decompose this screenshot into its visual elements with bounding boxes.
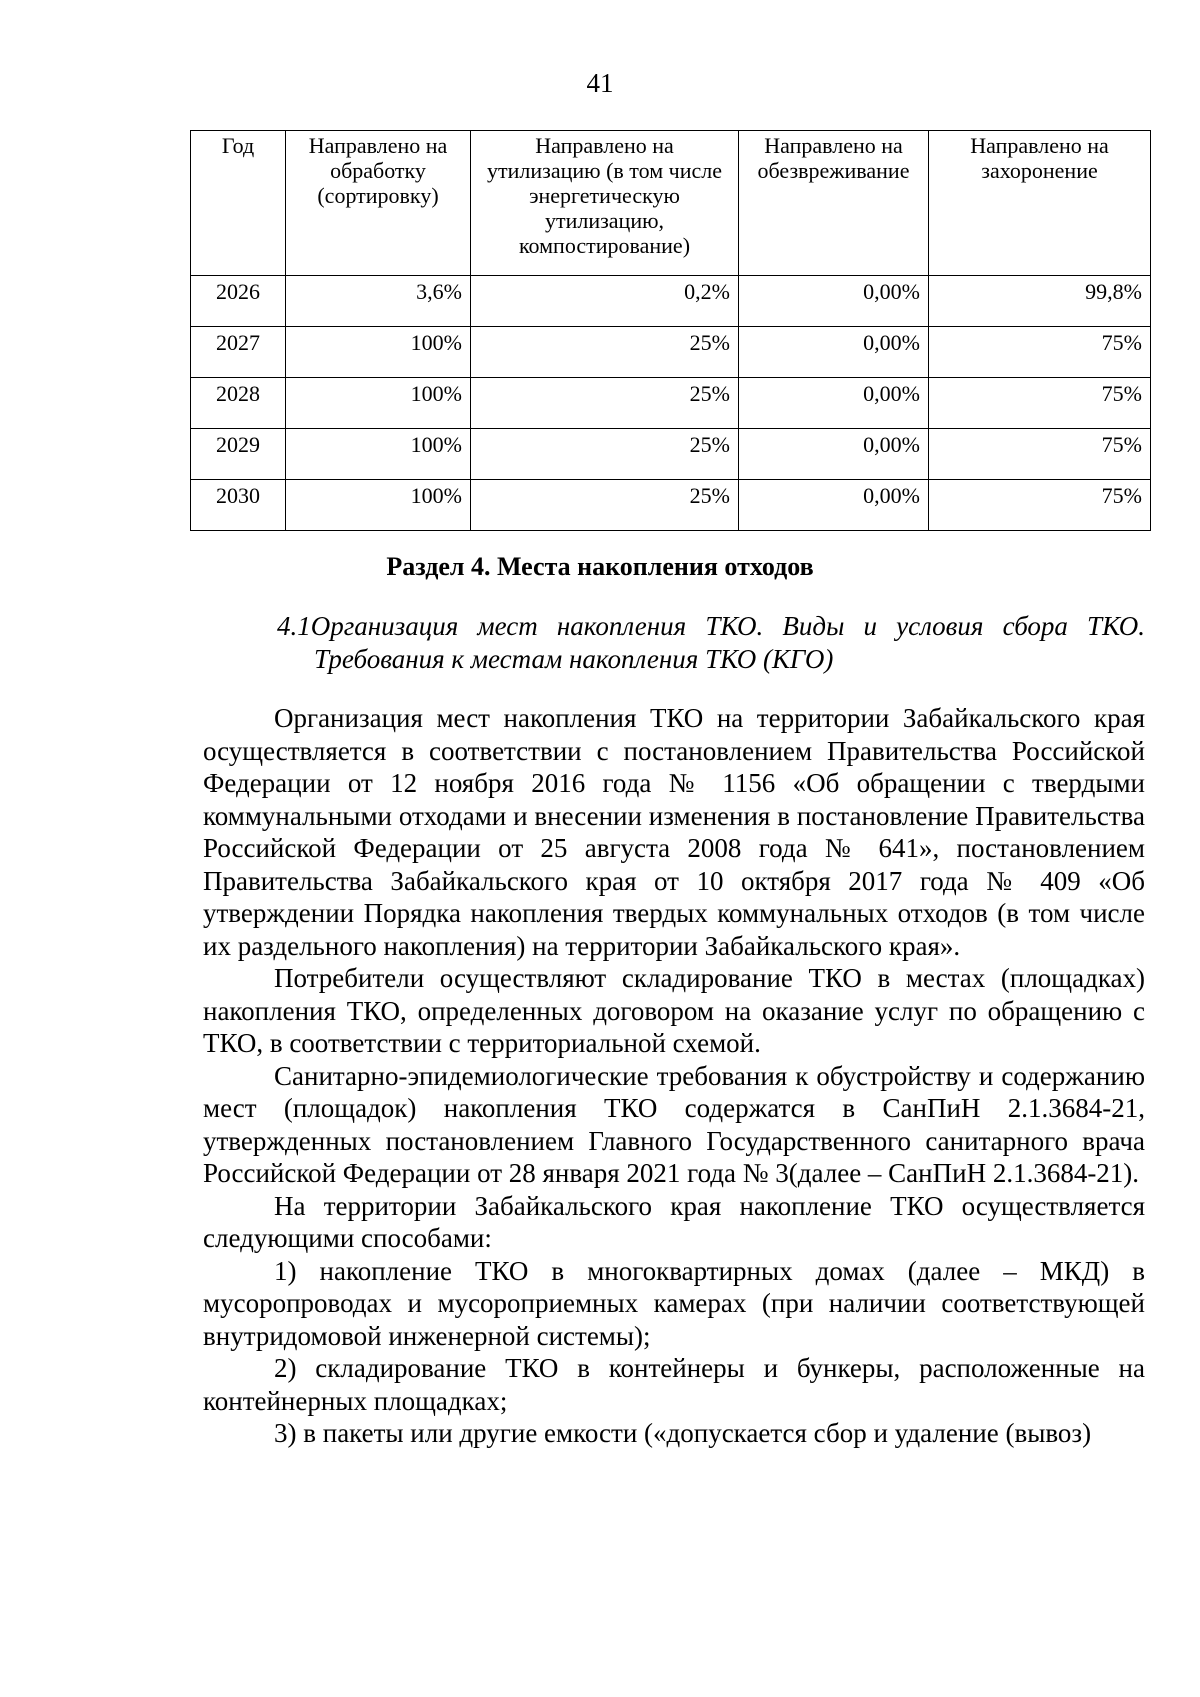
paragraph: Организация мест накопления ТКО на территории Забайкальского края осуществляется в соответствии с постановлением Правительства Российской Федерации от 12 ноября 2016 года № 1156 «Об обращении с твердыми коммунальными отходами и внесении изменения в постановление Правительства Российской Федерации от 25 августа 2008 года № 641», постановлением Правительства Забайкальского края от 10 октября 2017 года № 409 «Об утверждении Порядка накопления твердых коммунальных отходов (в том числе их раздельного накопления) на территории Забайкальского края». <box>203 703 1145 961</box>
cell-utilization: 25% <box>471 327 739 378</box>
cell-processing: 3,6% <box>286 276 471 327</box>
list-item: 1) накопление ТКО в многоквартирных домах (далее – МКД) в мусоропроводах и мусороприемных камерах (при наличии соответствующей внутридомовой инженерной системы); <box>203 1255 1145 1351</box>
cell-processing: 100% <box>286 327 471 378</box>
cell-processing: 100% <box>286 378 471 429</box>
cell-utilization: 25% <box>471 480 739 531</box>
cell-burial: 75% <box>929 378 1151 429</box>
cell-year: 2030 <box>191 480 286 531</box>
table-row <box>191 378 1151 429</box>
header-year: Год <box>191 131 286 276</box>
cell-burial: 75% <box>929 429 1151 480</box>
paragraph: На территории Забайкальского края накопление ТКО осуществляется следующими способами: <box>203 1190 1145 1253</box>
paragraph: Потребители осуществляют складирование ТКО в местах (площадках) накопления ТКО, определенных договором на оказание услуг по обращению с ТКО, в соответствии с территориальной схемой. <box>203 963 1145 1058</box>
cell-neutralization: 0,00% <box>739 429 929 480</box>
cell-utilization: 25% <box>471 378 739 429</box>
header-burial: Направлено на захоронение <box>929 131 1151 276</box>
cell-neutralization: 0,00% <box>739 327 929 378</box>
cell-burial: 99,8% <box>929 276 1151 327</box>
table-header-row <box>191 131 1151 276</box>
subsection-title-line1: 4.1Организация мест накопления ТКО. Виды и условия сбора ТКО. <box>277 611 1145 641</box>
cell-neutralization: 0,00% <box>739 276 929 327</box>
cell-year: 2029 <box>191 429 286 480</box>
header-processing: Направлено на обработку (сортировку) <box>286 131 471 276</box>
cell-utilization: 25% <box>471 429 739 480</box>
cell-burial: 75% <box>929 480 1151 531</box>
table-row <box>191 429 1151 480</box>
header-neutralization: Направлено на обезвреживание <box>739 131 929 276</box>
cell-year: 2027 <box>191 327 286 378</box>
list-item: 3) в пакеты или другие емкости («допускается сбор и удаление (вывоз) <box>274 1418 1092 1448</box>
page-number: 41 <box>586 68 614 98</box>
list-item: 2) складирование ТКО в контейнеры и бункеры, расположенные на контейнерных площадках; <box>203 1353 1145 1416</box>
subsection-title <box>277 610 1145 676</box>
table-row <box>191 480 1151 531</box>
cell-processing: 100% <box>286 480 471 531</box>
table-row <box>191 276 1151 327</box>
section-title: Раздел 4. Места накопления отходов <box>386 552 814 581</box>
cell-neutralization: 0,00% <box>739 378 929 429</box>
cell-year: 2028 <box>191 378 286 429</box>
header-utilization: Направлено на утилизацию (в том числе энергетическую утилизацию, компостирование) <box>471 131 739 276</box>
cell-neutralization: 0,00% <box>739 480 929 531</box>
subsection-title-line2: Требования к местам накопления ТКО (КГО) <box>314 644 834 674</box>
cell-burial: 75% <box>929 327 1151 378</box>
cell-processing: 100% <box>286 429 471 480</box>
cell-utilization: 0,2% <box>471 276 739 327</box>
table-row <box>191 327 1151 378</box>
body-text <box>203 702 1145 1450</box>
cell-year: 2026 <box>191 276 286 327</box>
waste-distribution-table <box>190 130 1151 531</box>
paragraph: Санитарно-эпидемиологические требования к обустройству и содержанию мест (площадок) накопления ТКО содержатся в СанПиН 2.1.3684-21, утвержденных постановлением Главного Государственного санитарного врача Российской Федерации от 28 января 2021 года № 3(далее – СанПиН 2.1.3684-21). <box>203 1060 1145 1188</box>
